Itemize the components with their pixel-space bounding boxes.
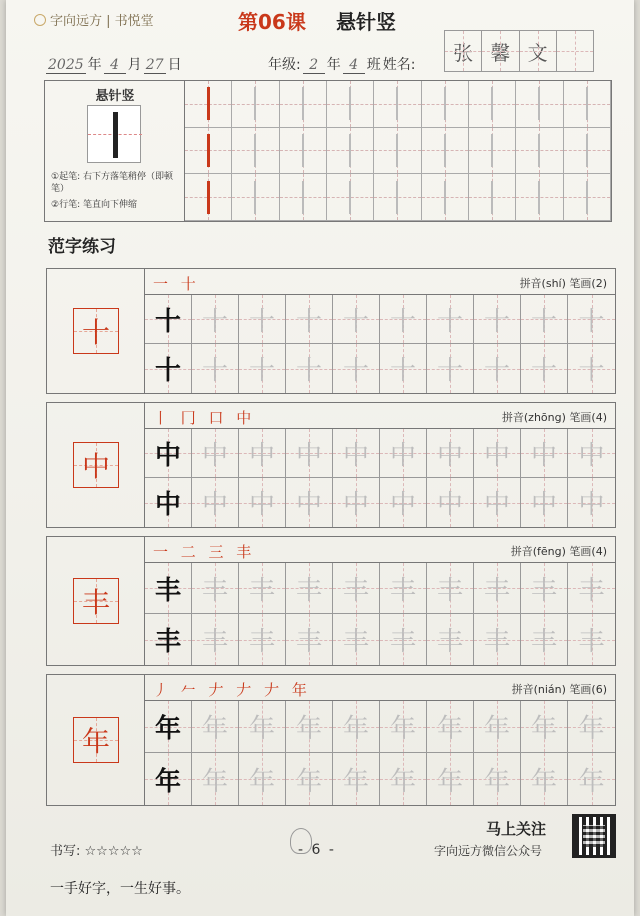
stroke-practice-cell[interactable] bbox=[564, 81, 611, 128]
char-meta bbox=[512, 681, 607, 697]
stroke-practice-cell[interactable] bbox=[564, 174, 611, 221]
trace-char: 丰 bbox=[248, 575, 275, 606]
char-block-1 bbox=[46, 268, 616, 394]
model-char: 中 bbox=[154, 490, 181, 520]
name-cell[interactable]: 张 bbox=[445, 31, 482, 71]
char-info-bar bbox=[145, 537, 615, 563]
trace-char: 十 bbox=[201, 306, 228, 337]
stroke-trace-mark bbox=[538, 87, 540, 120]
model-write-cell[interactable] bbox=[145, 429, 192, 478]
stroke-count-label: 笔画(2) bbox=[569, 277, 607, 290]
trace-char: 年 bbox=[578, 766, 605, 797]
stroke-trace-mark bbox=[396, 181, 398, 214]
trace-char: 年 bbox=[389, 766, 416, 797]
trace-cell[interactable] bbox=[239, 295, 286, 344]
stroke-trace-mark bbox=[491, 181, 493, 214]
trace-cell[interactable] bbox=[286, 295, 333, 344]
trace-char: 十 bbox=[483, 306, 510, 337]
brand-text: 字向远方 | 书悦堂 bbox=[50, 14, 154, 29]
model-char: 十 bbox=[154, 356, 181, 386]
rating-line: 书写: ☆☆☆☆☆ bbox=[50, 844, 143, 859]
model-char: 中 bbox=[81, 450, 110, 483]
trace-char: 丰 bbox=[342, 627, 369, 657]
name-cell[interactable] bbox=[557, 31, 593, 71]
trace-char: 年 bbox=[342, 714, 369, 744]
stroke-practice-cell[interactable] bbox=[327, 128, 374, 175]
trace-cell[interactable] bbox=[286, 614, 333, 665]
trace-cell[interactable] bbox=[239, 344, 286, 393]
pinyin-label: 拼音(shí) bbox=[519, 277, 566, 290]
trace-cell[interactable] bbox=[192, 295, 239, 344]
trace-char: 中 bbox=[436, 490, 463, 520]
model-write-cell[interactable] bbox=[145, 295, 192, 344]
trace-char: 中 bbox=[295, 490, 322, 520]
stroke-practice-cell[interactable] bbox=[516, 174, 563, 221]
trace-char: 中 bbox=[201, 490, 228, 520]
trace-char: 丰 bbox=[436, 575, 463, 606]
class-value[interactable]: 4 bbox=[343, 57, 365, 74]
trace-cell[interactable] bbox=[192, 478, 239, 527]
trace-char: 丰 bbox=[483, 627, 510, 657]
stroke-practice-cell[interactable] bbox=[185, 81, 232, 128]
stroke-tip-1: ①起笔: 右下方落笔稍停（即顿笔） bbox=[51, 172, 173, 194]
pinyin-label: 拼音(fēng) bbox=[510, 545, 566, 558]
trace-cell[interactable] bbox=[474, 753, 521, 805]
date-line bbox=[46, 54, 182, 74]
model-char: 十 bbox=[154, 306, 181, 337]
stroke-tip-2: ②行笔: 笔直向下伸缩 bbox=[51, 200, 137, 210]
char-practice-grid bbox=[145, 701, 615, 805]
stroke-name: 悬针竖 bbox=[95, 89, 135, 104]
trace-char: 年 bbox=[578, 714, 605, 744]
trace-cell[interactable] bbox=[192, 753, 239, 805]
stroke-trace-mark bbox=[444, 87, 446, 120]
trace-char: 丰 bbox=[389, 575, 416, 606]
stroke-trace-mark bbox=[302, 181, 304, 214]
model-write-cell[interactable] bbox=[145, 753, 192, 805]
trace-cell[interactable] bbox=[286, 478, 333, 527]
stroke-practice-cell[interactable] bbox=[469, 174, 516, 221]
stroke-demo-panel bbox=[45, 81, 185, 221]
stroke-practice-cell[interactable] bbox=[422, 81, 469, 128]
stroke-trace-mark bbox=[349, 181, 351, 214]
trace-char: 年 bbox=[295, 766, 322, 797]
model-char-panel bbox=[47, 403, 145, 527]
trace-char: 中 bbox=[578, 440, 605, 471]
trace-char: 十 bbox=[389, 356, 416, 386]
stroke-practice-cell[interactable] bbox=[185, 174, 232, 221]
grade-line bbox=[268, 54, 415, 74]
stroke-count-label: 笔画(4) bbox=[569, 545, 607, 558]
stroke-practice-cell[interactable] bbox=[374, 174, 421, 221]
stroke-trace-mark bbox=[207, 87, 210, 120]
stroke-practice-cell[interactable] bbox=[422, 174, 469, 221]
trace-char: 丰 bbox=[578, 627, 605, 657]
model-char-box bbox=[73, 578, 119, 624]
stroke-practice-cell[interactable] bbox=[232, 81, 279, 128]
pinyin-label: 拼音(zhōng) bbox=[501, 411, 566, 424]
trace-cell[interactable] bbox=[380, 701, 427, 753]
stroke-trace-mark bbox=[396, 134, 398, 167]
trace-char: 十 bbox=[295, 356, 322, 386]
follow-text: 马上关注 bbox=[486, 820, 547, 838]
trace-char: 十 bbox=[530, 306, 557, 337]
model-write-cell[interactable] bbox=[145, 344, 192, 393]
lesson-title: 悬针竖 bbox=[336, 10, 396, 34]
trace-cell[interactable] bbox=[521, 429, 568, 478]
trace-char: 中 bbox=[530, 490, 557, 520]
brand-logo bbox=[34, 10, 154, 29]
stroke-practice-cell[interactable] bbox=[232, 128, 279, 175]
stroke-practice-cell[interactable] bbox=[280, 81, 327, 128]
trace-cell[interactable] bbox=[568, 753, 615, 805]
trace-cell[interactable] bbox=[474, 701, 521, 753]
trace-char: 丰 bbox=[530, 575, 557, 606]
trace-cell[interactable] bbox=[192, 701, 239, 753]
model-char: 丰 bbox=[154, 575, 181, 606]
trace-char: 中 bbox=[342, 490, 369, 520]
month-unit: 月 bbox=[127, 57, 142, 73]
trace-char: 中 bbox=[248, 490, 275, 520]
trace-cell[interactable] bbox=[333, 563, 380, 614]
trace-char: 年 bbox=[201, 714, 228, 744]
trace-cell[interactable] bbox=[380, 563, 427, 614]
trace-char: 十 bbox=[295, 306, 322, 337]
stroke-order: 丨 冂 口 中 bbox=[153, 409, 256, 427]
trace-char: 年 bbox=[248, 766, 275, 797]
trace-cell[interactable] bbox=[380, 614, 427, 665]
char-meta bbox=[511, 543, 607, 559]
stroke-demo-image bbox=[87, 105, 141, 163]
char-block-2 bbox=[46, 402, 616, 528]
trace-cell[interactable] bbox=[568, 344, 615, 393]
trace-char: 丰 bbox=[295, 627, 322, 657]
trace-cell[interactable] bbox=[474, 563, 521, 614]
pinyin-label: 拼音(nián) bbox=[511, 683, 566, 696]
lesson-number: 第06课 bbox=[238, 10, 306, 34]
name-cell[interactable]: 文 bbox=[520, 31, 557, 71]
stroke-trace-mark bbox=[207, 134, 210, 167]
model-char-panel bbox=[47, 675, 145, 805]
trace-cell[interactable] bbox=[333, 344, 380, 393]
stroke-demo-mark bbox=[113, 112, 118, 158]
stroke-trace-mark bbox=[444, 181, 446, 214]
model-char: 年 bbox=[81, 725, 110, 758]
stroke-practice-cell[interactable] bbox=[280, 128, 327, 175]
trace-char: 年 bbox=[530, 766, 557, 797]
trace-char: 年 bbox=[483, 714, 510, 744]
char-block-3 bbox=[46, 536, 616, 666]
trace-char: 中 bbox=[295, 440, 322, 471]
stroke-practice-cell[interactable] bbox=[516, 128, 563, 175]
trace-cell[interactable] bbox=[380, 753, 427, 805]
stroke-trace-mark bbox=[538, 181, 540, 214]
trace-char: 年 bbox=[530, 714, 557, 744]
model-char: 年 bbox=[154, 714, 181, 744]
brand-seal-icon bbox=[34, 14, 46, 26]
stroke-trace-mark bbox=[538, 134, 540, 167]
trace-cell[interactable] bbox=[427, 614, 474, 665]
trace-cell[interactable] bbox=[521, 563, 568, 614]
char-practice-grid bbox=[145, 295, 615, 393]
day-unit: 日 bbox=[167, 57, 182, 73]
worksheet-page bbox=[6, 0, 634, 916]
trace-char: 丰 bbox=[389, 627, 416, 657]
model-char-box bbox=[73, 442, 119, 488]
trace-cell[interactable] bbox=[521, 344, 568, 393]
trace-char: 十 bbox=[201, 356, 228, 386]
trace-cell[interactable] bbox=[568, 295, 615, 344]
model-write-cell[interactable] bbox=[145, 563, 192, 614]
stroke-order: 一 十 bbox=[153, 275, 200, 293]
model-char: 中 bbox=[154, 440, 181, 471]
trace-char: 丰 bbox=[483, 575, 510, 606]
stroke-trace-mark bbox=[254, 181, 256, 214]
char-info-bar bbox=[145, 269, 615, 295]
trace-cell[interactable] bbox=[380, 344, 427, 393]
model-write-cell[interactable] bbox=[145, 701, 192, 753]
trace-char: 年 bbox=[342, 766, 369, 797]
trace-char: 丰 bbox=[248, 627, 275, 657]
wechat-caption: 字向远方微信公众号 bbox=[434, 844, 543, 858]
trace-cell[interactable] bbox=[239, 478, 286, 527]
stroke-practice-cell[interactable] bbox=[327, 81, 374, 128]
trace-cell[interactable] bbox=[239, 753, 286, 805]
model-char-panel bbox=[47, 537, 145, 665]
trace-cell[interactable] bbox=[239, 429, 286, 478]
trace-cell[interactable] bbox=[427, 295, 474, 344]
trace-cell[interactable] bbox=[568, 614, 615, 665]
model-char-panel bbox=[47, 269, 145, 393]
stroke-trace-mark bbox=[586, 87, 588, 120]
trace-cell[interactable] bbox=[192, 563, 239, 614]
trace-cell[interactable] bbox=[568, 563, 615, 614]
trace-char: 中 bbox=[483, 490, 510, 520]
trace-char: 丰 bbox=[578, 575, 605, 606]
char-info-bar bbox=[145, 403, 615, 429]
class-unit: 班 bbox=[366, 57, 381, 73]
trace-cell[interactable] bbox=[333, 295, 380, 344]
trace-cell[interactable] bbox=[286, 429, 333, 478]
char-practice-grid bbox=[145, 563, 615, 665]
trace-cell[interactable] bbox=[474, 344, 521, 393]
char-practice-grid bbox=[145, 429, 615, 527]
trace-char: 中 bbox=[389, 490, 416, 520]
trace-cell[interactable] bbox=[239, 614, 286, 665]
model-write-cell[interactable] bbox=[145, 614, 192, 665]
trace-cell[interactable] bbox=[521, 478, 568, 527]
stroke-practice-cell[interactable] bbox=[469, 81, 516, 128]
stroke-trace-mark bbox=[302, 87, 304, 120]
trace-char: 十 bbox=[483, 356, 510, 386]
stroke-practice-cell[interactable] bbox=[469, 128, 516, 175]
trace-cell[interactable] bbox=[427, 563, 474, 614]
trace-char: 年 bbox=[201, 766, 228, 797]
trace-char: 丰 bbox=[201, 575, 228, 606]
trace-cell[interactable] bbox=[427, 429, 474, 478]
trace-cell[interactable] bbox=[568, 701, 615, 753]
trace-char: 十 bbox=[248, 306, 275, 337]
trace-char: 中 bbox=[483, 440, 510, 471]
trace-char: 十 bbox=[578, 306, 605, 337]
trace-char: 中 bbox=[248, 440, 275, 471]
trace-char: 丰 bbox=[436, 627, 463, 657]
trace-cell[interactable] bbox=[192, 614, 239, 665]
trace-cell[interactable] bbox=[333, 701, 380, 753]
stroke-practice-cell[interactable] bbox=[516, 81, 563, 128]
stroke-practice-cell[interactable] bbox=[374, 81, 421, 128]
stroke-trace-mark bbox=[254, 134, 256, 167]
trace-cell[interactable] bbox=[286, 563, 333, 614]
trace-cell[interactable] bbox=[427, 344, 474, 393]
trace-cell[interactable] bbox=[568, 429, 615, 478]
trace-cell[interactable] bbox=[239, 701, 286, 753]
trace-cell[interactable] bbox=[286, 344, 333, 393]
stroke-order: 一 二 三 丰 bbox=[153, 543, 256, 561]
trace-char: 丰 bbox=[342, 575, 369, 606]
trace-char: 中 bbox=[342, 440, 369, 471]
date-month[interactable]: 4 bbox=[104, 57, 126, 74]
stroke-trace-mark bbox=[254, 87, 256, 120]
trace-cell[interactable] bbox=[568, 478, 615, 527]
trace-char: 十 bbox=[436, 306, 463, 337]
stroke-count-label: 笔画(4) bbox=[569, 411, 607, 424]
stroke-trace-mark bbox=[349, 87, 351, 120]
trace-char: 丰 bbox=[295, 575, 322, 606]
trace-cell[interactable] bbox=[333, 753, 380, 805]
stroke-trace-mark bbox=[491, 134, 493, 167]
stroke-practice-grid[interactable] bbox=[185, 81, 611, 221]
char-block-4 bbox=[46, 674, 616, 806]
model-write-cell[interactable] bbox=[145, 478, 192, 527]
trace-char: 十 bbox=[389, 306, 416, 337]
grade-value[interactable]: 2 bbox=[303, 57, 325, 74]
qr-code-icon[interactable] bbox=[572, 814, 616, 858]
stroke-practice-cell[interactable] bbox=[232, 174, 279, 221]
stroke-practice-cell[interactable] bbox=[185, 128, 232, 175]
trace-cell[interactable] bbox=[474, 295, 521, 344]
trace-cell[interactable] bbox=[286, 753, 333, 805]
trace-cell[interactable] bbox=[427, 753, 474, 805]
name-field[interactable] bbox=[444, 30, 594, 72]
trace-char: 丰 bbox=[201, 627, 228, 657]
stroke-trace-mark bbox=[349, 134, 351, 167]
trace-char: 中 bbox=[436, 440, 463, 471]
stroke-practice-cell[interactable] bbox=[422, 128, 469, 175]
trace-char: 十 bbox=[248, 356, 275, 386]
name-label: 姓名: bbox=[382, 57, 416, 73]
model-char-box bbox=[73, 308, 119, 354]
motto: 一手好字，一生好事。 bbox=[50, 881, 190, 897]
trace-cell[interactable] bbox=[474, 429, 521, 478]
stroke-trace-mark bbox=[444, 134, 446, 167]
trace-cell[interactable] bbox=[380, 478, 427, 527]
trace-char: 中 bbox=[530, 440, 557, 471]
trace-char: 丰 bbox=[530, 627, 557, 657]
trace-cell[interactable] bbox=[521, 701, 568, 753]
trace-cell[interactable] bbox=[380, 429, 427, 478]
trace-char: 十 bbox=[342, 356, 369, 386]
char-meta bbox=[520, 275, 607, 291]
stroke-practice-cell[interactable] bbox=[374, 128, 421, 175]
model-char-box bbox=[73, 717, 119, 763]
date-year[interactable]: 2025 bbox=[48, 57, 84, 73]
trace-cell[interactable] bbox=[239, 563, 286, 614]
trace-char: 中 bbox=[201, 440, 228, 471]
trace-char: 十 bbox=[578, 356, 605, 386]
trace-char: 年 bbox=[248, 714, 275, 744]
model-char: 丰 bbox=[154, 627, 181, 657]
trace-char: 十 bbox=[342, 306, 369, 337]
trace-cell[interactable] bbox=[333, 429, 380, 478]
stroke-trace-mark bbox=[396, 87, 398, 120]
stroke-order: 丿 𠂉 𠂇 𠂇 𠂇 年 bbox=[153, 681, 311, 699]
page-number: - 6 - bbox=[298, 842, 336, 858]
trace-char: 年 bbox=[295, 714, 322, 744]
trace-cell[interactable] bbox=[427, 478, 474, 527]
model-char: 十 bbox=[81, 316, 110, 349]
trace-char: 年 bbox=[389, 714, 416, 744]
trace-cell[interactable] bbox=[333, 478, 380, 527]
stroke-trace-mark bbox=[207, 181, 210, 214]
trace-char: 十 bbox=[530, 356, 557, 386]
trace-cell[interactable] bbox=[474, 614, 521, 665]
trace-char: 年 bbox=[436, 714, 463, 744]
name-cell[interactable]: 馨 bbox=[482, 31, 519, 71]
trace-char: 中 bbox=[578, 490, 605, 520]
stroke-practice-area bbox=[44, 80, 612, 222]
date-day[interactable]: 27 bbox=[144, 57, 166, 74]
stroke-trace-mark bbox=[491, 87, 493, 120]
grade-year-unit: 年 bbox=[326, 57, 341, 73]
char-info-bar bbox=[145, 675, 615, 701]
trace-cell[interactable] bbox=[333, 614, 380, 665]
trace-char: 十 bbox=[436, 356, 463, 386]
model-char: 年 bbox=[154, 766, 181, 797]
stroke-practice-cell[interactable] bbox=[564, 128, 611, 175]
trace-cell[interactable] bbox=[427, 701, 474, 753]
stroke-practice-cell[interactable] bbox=[327, 174, 374, 221]
trace-cell[interactable] bbox=[286, 701, 333, 753]
trace-cell[interactable] bbox=[521, 753, 568, 805]
stroke-practice-cell[interactable] bbox=[280, 174, 327, 221]
trace-cell[interactable] bbox=[192, 429, 239, 478]
stroke-trace-mark bbox=[586, 134, 588, 167]
stroke-count-label: 笔画(6) bbox=[569, 683, 607, 696]
stroke-trace-mark bbox=[302, 134, 304, 167]
trace-cell[interactable] bbox=[521, 295, 568, 344]
trace-cell[interactable] bbox=[474, 478, 521, 527]
model-char: 丰 bbox=[81, 586, 110, 619]
char-meta bbox=[502, 409, 607, 425]
trace-cell[interactable] bbox=[192, 344, 239, 393]
trace-char: 年 bbox=[436, 766, 463, 797]
stroke-trace-mark bbox=[586, 181, 588, 214]
trace-cell[interactable] bbox=[521, 614, 568, 665]
grade-label: 年级: bbox=[268, 57, 301, 73]
section-heading: 范字练习 bbox=[48, 237, 116, 257]
trace-cell[interactable] bbox=[380, 295, 427, 344]
trace-char: 中 bbox=[389, 440, 416, 471]
trace-char: 年 bbox=[483, 766, 510, 797]
year-unit: 年 bbox=[87, 57, 102, 73]
